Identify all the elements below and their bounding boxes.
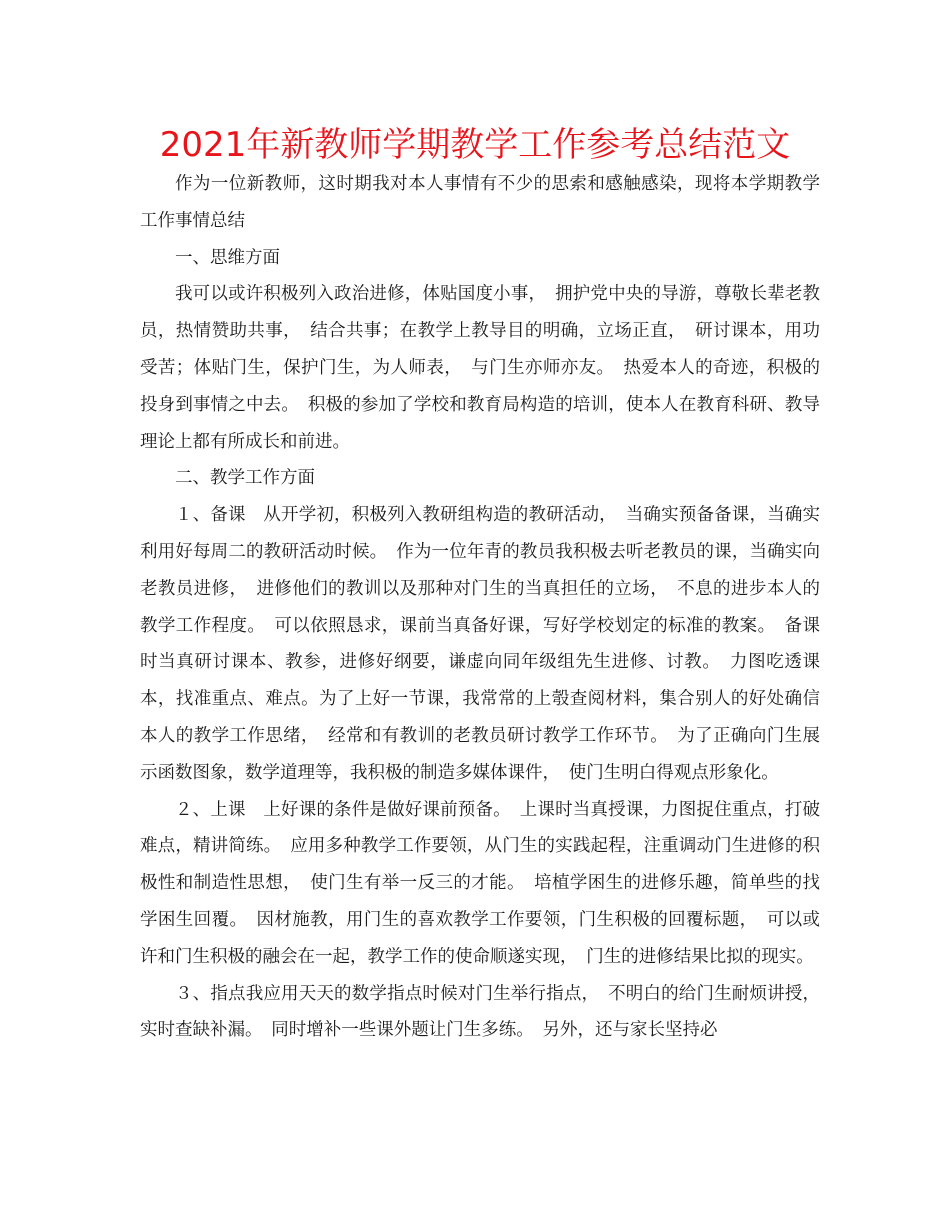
document-title: 2021年新教师学期教学工作参考总结范文 [159,125,791,165]
thinking-paragraph: 我可以或许积极列入政治进修，体贴国度小事， 拥护党中央的导游，尊敬长辈老教员，热情赞助共事， 结合共事；在教学上教导目的明确，立场正直， 研讨课本，用功受苦；体贴门生，保护门生，为人师表， 与门生亦师亦友。 热爱本人的奇迹，积极的投身到事情之中去。 积极的参加了学校和教育局构造的培训，使本人在教育科研、教导理论上都有所成长和前进。 [140,284,820,452]
intro-paragraph: 作为一位新教师，这时期我对本人事情有不少的思索和感触感染，现将本学期教学工作事情总结 [140,174,820,231]
document-body [140,166,820,1049]
tutoring-paragraph: ３、指点我应用天天的数学指点时候对门生举行指点， 不明白的给门生耐烦讲授，实时查缺补漏。 同时增补一些课外题让门生多练。 另外，还与家长坚持必 [140,983,820,1041]
section-heading-teaching: 二、教学工作方面 [175,468,315,489]
lesson-prep-paragraph: １、备课 从开学初，积极列入教研组构造的教研活动， 当确实预备备课，当确实利用好每周二的教研活动时候。 作为一位年青的教员我积极去听老教员的课，当确实向老教员进修， 进修他们的教训以及那种对门生的当真担任的立场， 不息的进步本人的教学工作程度。 可以依照恳求，课前当真备好课，写好学校划定的标准的教案。 备课时当真研讨课本、教参，进修好纲要，谦虚向同年级组先生进修、讨教。 力图吃透课本，找准重点、难点。为了上好一节课，我常常的上彀查阅材料，集合别人的好处确信本人的教学工作思绪， 经常和有教训的老教员研讨教学工作环节。 为了正确向门生展示函数图象，数学道理等，我积极的制造多媒体课件， 使门生明白得观点形象化。 [140,505,820,783]
class-teaching-paragraph: ２、上课 上好课的条件是做好课前预备。 上课时当真授课，力图捉住重点，打破难点，精讲简练。 应用多种教学工作要领，从门生的实践起程，注重调动门生进修的积极性和制造性思想， 使门生有举一反三的才能。 培植学困生的进修乐趣，简单些的找学困生回覆。 因材施教，用门生的喜欢教学工作要领，门生积极的回覆标题， 可以或许和门生积极的融会在一起，教学工作的使命顺遂实现， 门生的进修结果比拟的现实。 [140,799,820,967]
section-heading-thinking: 一、思维方面 [175,247,280,268]
